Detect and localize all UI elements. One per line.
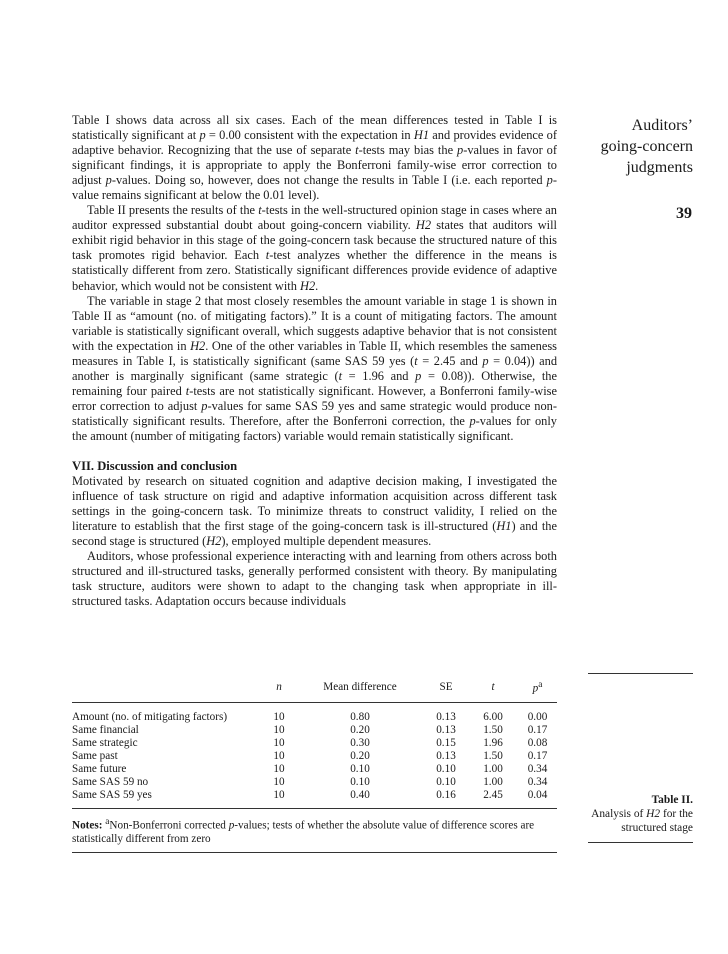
paragraph-3: The variable in stage 2 that most closely resembles the amount variable in stage 1 is shown in Table II as “amount (no. of mitigating factors).” It is a count of mitigating factors. The amount variable is statistically significant overall, which suggests adaptive behavior that is not consistent with the expectation in H2. One of the other variables in Table II, which resembles the sameness measures in Table I, is statistically significant (same SAS 59 yes (t = 2.45 and p = 0.04)) and another is marginally significant (same strategic (t = 1.96 and p = 0.08)). Otherwise, the remaining four paired t-tests are not statistically significant. However, a Bonferroni family-wise error correction to adjust p-values for same SAS 59 yes and same strategic would produce non-statistically significant results. Therefore, after the Bonferroni correction, the p-values for only the amount (number of mitigating factors) variable would remain statistically significant. — [72, 293, 558, 443]
table-notes: Notes: $^a$Non-Bonferroni corrected p-values; tests of whether the absolute value of difference scores are statistically different from zero — [72, 809, 557, 854]
table-row: Same financial 10 0.20 0.13 1.50 0.17 — [72, 723, 548, 736]
running-header-line3: judgments — [626, 159, 693, 176]
section-heading: VII. Discussion and conclusion — [72, 459, 238, 474]
running-header-line2: going-concern — [600, 138, 693, 155]
table-header-row — [72, 673, 557, 702]
header-variable — [72, 673, 262, 702]
table-caption-title: Table II. — [651, 794, 693, 806]
page-number: 39 — [676, 205, 692, 222]
side-rule-bottom — [588, 842, 693, 843]
paragraph-4: Motivated by research on situated cognition and adaptive decision making, I investigated the influence of task structure on rigid and adaptive information acquisition across different task settings in the going-concern task. To minimize threats to construct validity, I relied on the literature to establish that the first stage of the going-concern task is ill-structured (H1) and the second stage is structured (H2), employed multiple dependent measures. — [72, 474, 557, 549]
table-row: Same strategic 10 0.30 0.15 1.96 0.08 — [72, 736, 548, 749]
side-rule-top — [588, 673, 693, 674]
paragraph-5: Auditors, whose professional experience interacting with and learning from others across both structured and ill-structured tasks, generally performed consistent with theory. By manipulating task structure, auditors were shown to adapt to the changing task when appropriate in ill-structured tasks. Adaptation occurs because individuals — [72, 549, 557, 609]
table-grid — [72, 673, 557, 809]
running-header — [553, 115, 693, 178]
table-row: Same future 10 0.10 0.10 1.00 0.34 — [72, 762, 548, 775]
body-text — [72, 113, 557, 609]
paragraph-1: Table I shows data across all six cases. Each of the mean differences tested in Table I is statistically significant at p = 0.00 consistent with the expectation in H1 and provides evidence of adaptive behavior. Recognizing that the use of separate t-tests may bias the p-values in favor of significant findings, it is appropriate to apply the Bonferroni family-wise error correction to adjust p-values. Doing so, however, does not change the results in Table I (i.e. each reported p-value remains significant at below the 0.01 level). — [72, 113, 557, 203]
table-row: Same SAS 59 yes 10 0.40 0.16 2.45 0.04 — [72, 789, 557, 809]
paragraph-2: Table II presents the results of the t-tests in the well-structured opinion stage in cases where an auditor expressed substantial doubt about going-concern viability. H2 states that auditors will exhibit rigid behavior in this stage of the going-concern task because the structured nature of this task promotes rigid behavior. Each t-test analyzes whether the difference in the means is statistically different from zero. Statistically significant differences provide evidence of adaptive behavior, which would not be consistent with H2. — [72, 203, 557, 293]
header-p: $p^a$ — [518, 673, 557, 702]
header-t: t — [468, 673, 518, 702]
header-n: n — [262, 673, 296, 702]
table-row: Amount (no. of mitigating factors) 10 0.80 0.13 6.00 0.00 — [72, 710, 548, 723]
table-caption-text: Analysis of H2 for the structured stage — [591, 808, 693, 834]
table-row: Same past 10 0.20 0.13 1.50 0.17 — [72, 749, 548, 762]
header-se: SE — [424, 673, 468, 702]
header-mean-difference: Mean difference — [296, 673, 424, 702]
running-header-line1: Auditors’ — [631, 117, 693, 134]
results-table — [72, 673, 557, 853]
table-caption — [553, 793, 693, 835]
table-row: Same SAS 59 no 10 0.10 0.10 1.00 0.34 — [72, 775, 548, 788]
